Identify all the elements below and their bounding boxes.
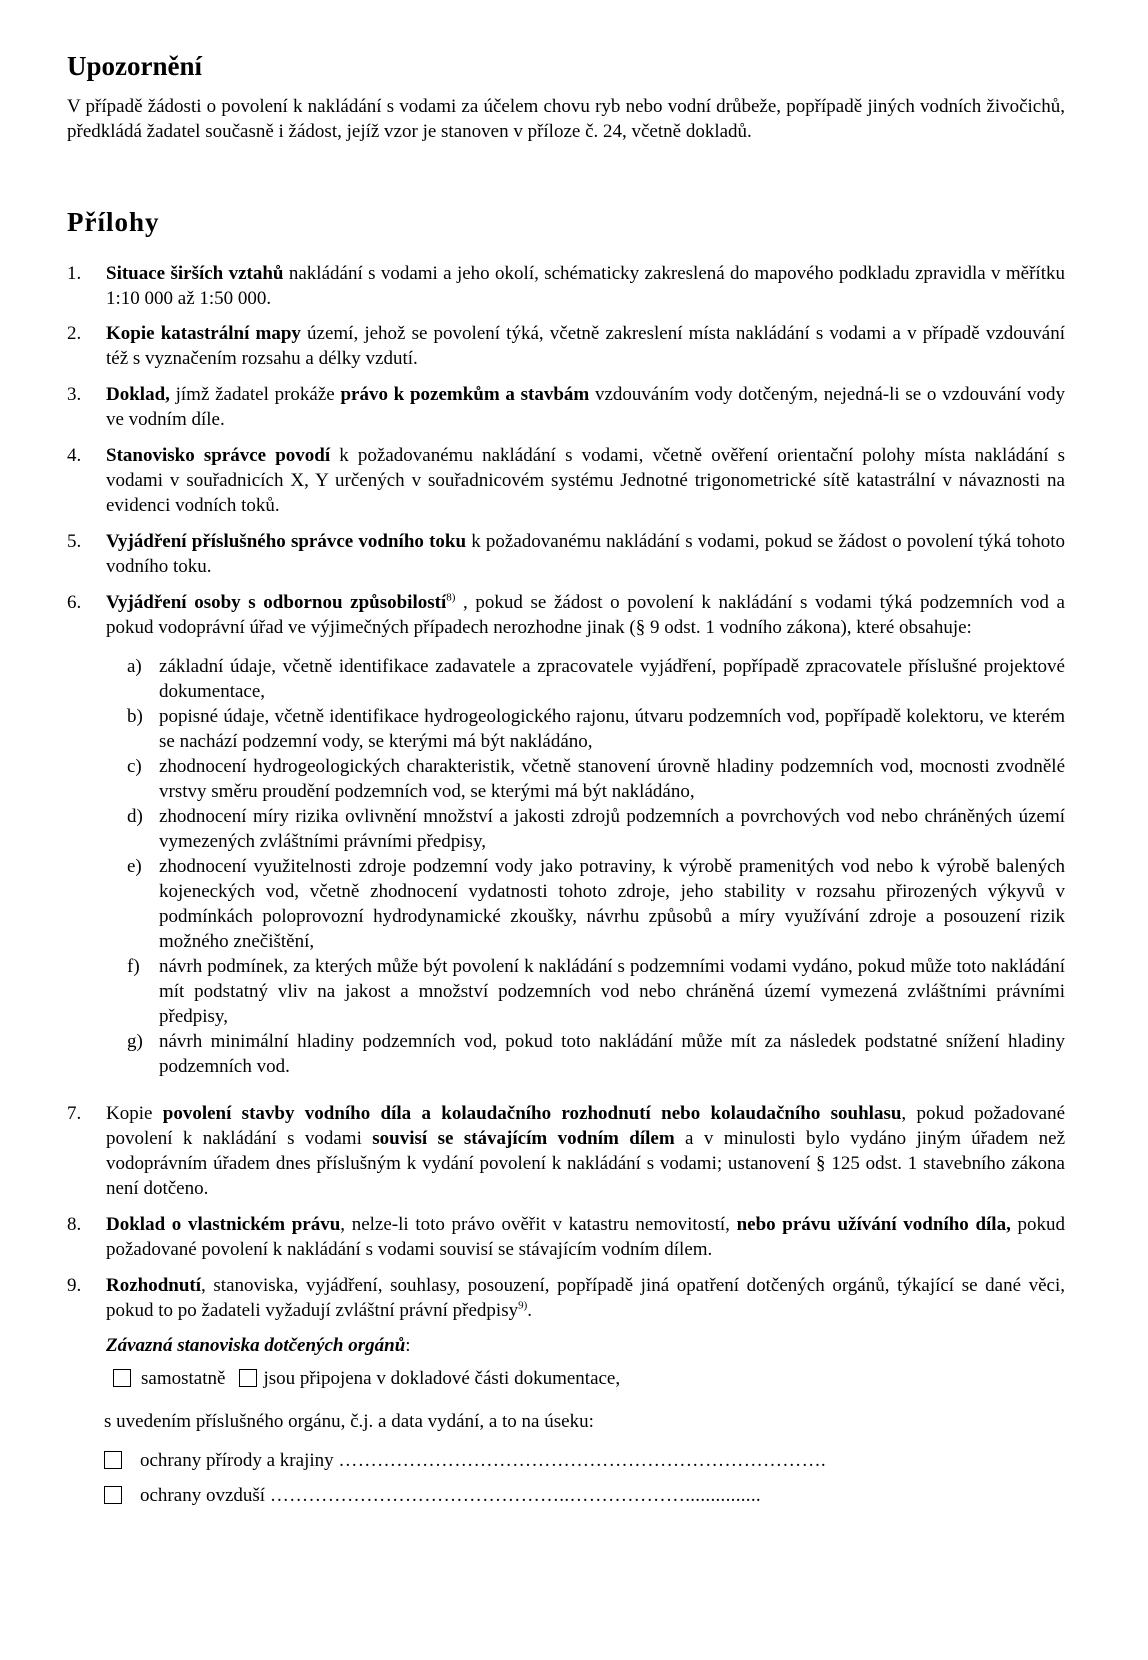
item-number: 1.: [67, 263, 82, 284]
item-text: k požadovanému nakládání s vodami, pokud se žádost o povolení týká tohoto vodního toku.: [106, 531, 1065, 577]
attachments-list: [67, 261, 1065, 1323]
list-item: [67, 261, 1065, 311]
list-item: [67, 1273, 1065, 1323]
sub-item: [106, 704, 1065, 754]
sub-letter: b): [127, 706, 143, 727]
item-number: 5.: [67, 531, 82, 552]
pripojena-checkbox[interactable]: [239, 1369, 257, 1387]
sub-letter: d): [127, 806, 143, 827]
item-bold: Stanovisko správce povodí: [106, 445, 331, 466]
item-bold: Rozhodnutí: [106, 1275, 202, 1296]
uvedeni-text: s uvedením příslušného orgánu, č.j. a data vydání, a to na úseku:: [104, 1411, 594, 1432]
samostatne-checkbox[interactable]: [113, 1369, 131, 1387]
sub-letter: e): [127, 856, 142, 877]
item-text: jímž žadatel prokáže: [169, 384, 341, 405]
item-number: 9.: [67, 1275, 82, 1296]
item-bold: Vyjádření osoby s odbornou způsobilostí: [106, 592, 447, 613]
item-text: k požadovanému nakládání s vodami, včetně ověření orientační polohy místa nakládání s vodami v souřadnicích X, Y určených v souřadnicovém systému Jednotné trigonometrické sítě katastrální v návaznosti na evidenci vodních toků.: [106, 445, 1065, 516]
item-bold: nebo právu užívání vodního díla,: [736, 1214, 1011, 1235]
sub-text: zhodnocení míry rizika ovlivnění množství a jakosti zdrojů podzemních a povrchových vod nebo chráněných území vymezených zvláštními právními předpisy,: [159, 806, 1065, 852]
sub-list: [106, 654, 1065, 1079]
attach-options: [113, 1366, 1065, 1391]
item-text: .: [527, 1300, 533, 1321]
sub-letter: c): [127, 756, 142, 777]
item-text: nakládání s vodami a jeho okolí, schématicky zakreslená do mapového podkladu zpravidla v měřítku 1:10 000 až 1:50 000.: [106, 263, 1065, 309]
item-bold: právo k pozemkům a stavbám: [340, 384, 590, 405]
zavazna-title: Závazná stanoviska dotčených orgánů: [106, 1335, 406, 1356]
item-bold: Doklad,: [106, 384, 170, 405]
sub-text: zhodnocení hydrogeologických charakteristik, včetně stanovení úrovně hladiny podzemních vod, mocnosti zvodnělé vrstvy směru proudění podzemních vod, se kterými má být nakládáno,: [159, 756, 1065, 802]
sub-item: [106, 754, 1065, 804]
list-item: [67, 321, 1065, 371]
item-text: území, jehož se povolení týká, včetně zakreslení místa nakládání s vodami a v případě vzdouvání též s vyznačením rozsahu a délky vzdutí.: [106, 323, 1065, 369]
item-bold: Kopie katastrální mapy: [106, 323, 301, 344]
priroda-dots: ………………………………………………………………….: [338, 1450, 826, 1471]
zavazna-colon: :: [405, 1335, 411, 1356]
item-text: , pokud požadované povolení k nakládání s vodami: [106, 1103, 1066, 1149]
item-number: 3.: [67, 384, 82, 405]
item-text: , nelze-li toto právo ověřit v katastru nemovitostí,: [340, 1214, 737, 1235]
priroda-checkbox[interactable]: [104, 1451, 122, 1469]
item-number: 6.: [67, 592, 82, 613]
sub-item: [106, 854, 1065, 954]
item-number: 7.: [67, 1103, 82, 1124]
zavazna-stanoviska: [106, 1333, 1065, 1358]
list-item: [67, 590, 1065, 1079]
list-item: [67, 443, 1065, 518]
sub-text: zhodnocení využitelnosti zdroje podzemní vody jako potraviny, k výrobě pramenitých vod nebo k výrobě balených kojeneckých vod, včetně zhodnocení vydatnosti tohoto zdroje, jeho stability v rozsahu přirozených výkyvů v podmínkách poloprovozní hydrodynamické zkoušky, návrhu způsobů a míry využívání zdroje a posouzení rizik možného znečištění,: [159, 856, 1065, 952]
sub-item: [106, 1029, 1065, 1079]
upozorneni-text: V případě žádosti o povolení k nakládání s vodami za účelem chovu ryb nebo vodní drůbeže, popřípadě jiných vodních živočichů, předkládá žadatel současně i žádost, jejíž vzor je stanoven v příloze č. 24, včetně dokladů.: [67, 96, 1065, 142]
document-page: [67, 48, 1065, 1508]
item-text: , stanoviska, vyjádření, souhlasy, posouzení, popřípadě jiná opatření dotčených orgánů, týkající se dané věci, pokud to po žadateli vyžadují zvláštní právní předpisy: [106, 1275, 1065, 1321]
list-item: [67, 382, 1065, 432]
area-row-priroda: [104, 1448, 1065, 1473]
item-bold: souvisí se stávajícím vodním dílem: [372, 1128, 675, 1149]
ovzdusi-checkbox[interactable]: [104, 1486, 122, 1504]
item-bold: povolení stavby vodního díla a kolaudačního rozhodnutí nebo kolaudačního souhlasu: [162, 1103, 902, 1124]
footnote-ref: 8): [446, 591, 456, 604]
ovzdusi-dots: ………………………………………..………………...............: [269, 1485, 761, 1506]
priroda-label: ochrany přírody a krajiny: [140, 1450, 334, 1471]
sub-text: návrh minimální hladiny podzemních vod, pokud toto nakládání může mít za následek podstatné snížení hladiny podzemních vod.: [159, 1031, 1065, 1077]
item-number: 4.: [67, 445, 82, 466]
sub-letter: g): [127, 1031, 143, 1052]
item-number: 8.: [67, 1214, 82, 1235]
item-text: , pokud se žádost o povolení k nakládání s vodami týká podzemních vod a pokud vodoprávní úřad ve výjimečných případech nerozhodne jinak (§ 9 odst. 1 vodního zákona), které obsahuje:: [106, 592, 1065, 638]
list-item: [67, 529, 1065, 579]
sub-item: [106, 954, 1065, 1029]
sub-item: [106, 654, 1065, 704]
pripojena-label: jsou připojena v dokladové části dokumentace,: [263, 1368, 621, 1389]
sub-text: základní údaje, včetně identifikace zadavatele a zpracovatele vyjádření, popřípadě zpracovatele příslušné projektové dokumentace,: [159, 656, 1065, 702]
item-bold: Doklad o vlastnickém právu: [106, 1214, 341, 1235]
item-number: 2.: [67, 323, 82, 344]
samostatne-label: samostatně: [141, 1368, 226, 1389]
item-bold: Vyjádření příslušného správce vodního toku: [106, 531, 467, 552]
item-bold: Situace širších vztahů: [106, 263, 284, 284]
footnote-ref: 9): [518, 1299, 528, 1312]
item-text: Kopie: [106, 1103, 163, 1124]
sub-text: popisné údaje, včetně identifikace hydrogeologického rajonu, útvaru podzemních vod, popřípadě kolektoru, ve kterém se nachází podzemní vody, se kterými má být nakládáno,: [159, 706, 1065, 752]
sub-letter: f): [127, 956, 140, 977]
sub-letter: a): [127, 656, 142, 677]
area-row-ovzdusi: [104, 1483, 1065, 1508]
list-item: [67, 1101, 1065, 1201]
item-text: a v minulosti bylo vydáno jiným úřadem než vodoprávním úřadem dnes příslušným k vydání povolení k nakládání s vodami; ustanovení § 125 odst. 1 stavebního zákona není dotčeno.: [106, 1128, 1066, 1199]
sub-item: [106, 804, 1065, 854]
upozorneni-heading: Upozornění: [67, 51, 202, 81]
list-item: [67, 1212, 1065, 1262]
item-text: pokud požadované povolení k nakládání s vodami souvisí se stávajícím vodním dílem.: [106, 1214, 1065, 1260]
sub-text: návrh podmínek, za kterých může být povolení k nakládání s podzemními vodami vydáno, pokud může toto nakládání mít podstatný vliv na jakost a množství podzemních vod nebo chráněná území vymezená zvláštními právními předpisy,: [159, 956, 1065, 1027]
prilohy-heading: Přílohy: [67, 207, 160, 237]
item-text: vzdouváním vody dotčeným, nejedná-li se o vzdouvání vody ve vodním díle.: [106, 384, 1066, 430]
ovzdusi-label: ochrany ovzduší: [140, 1485, 266, 1506]
